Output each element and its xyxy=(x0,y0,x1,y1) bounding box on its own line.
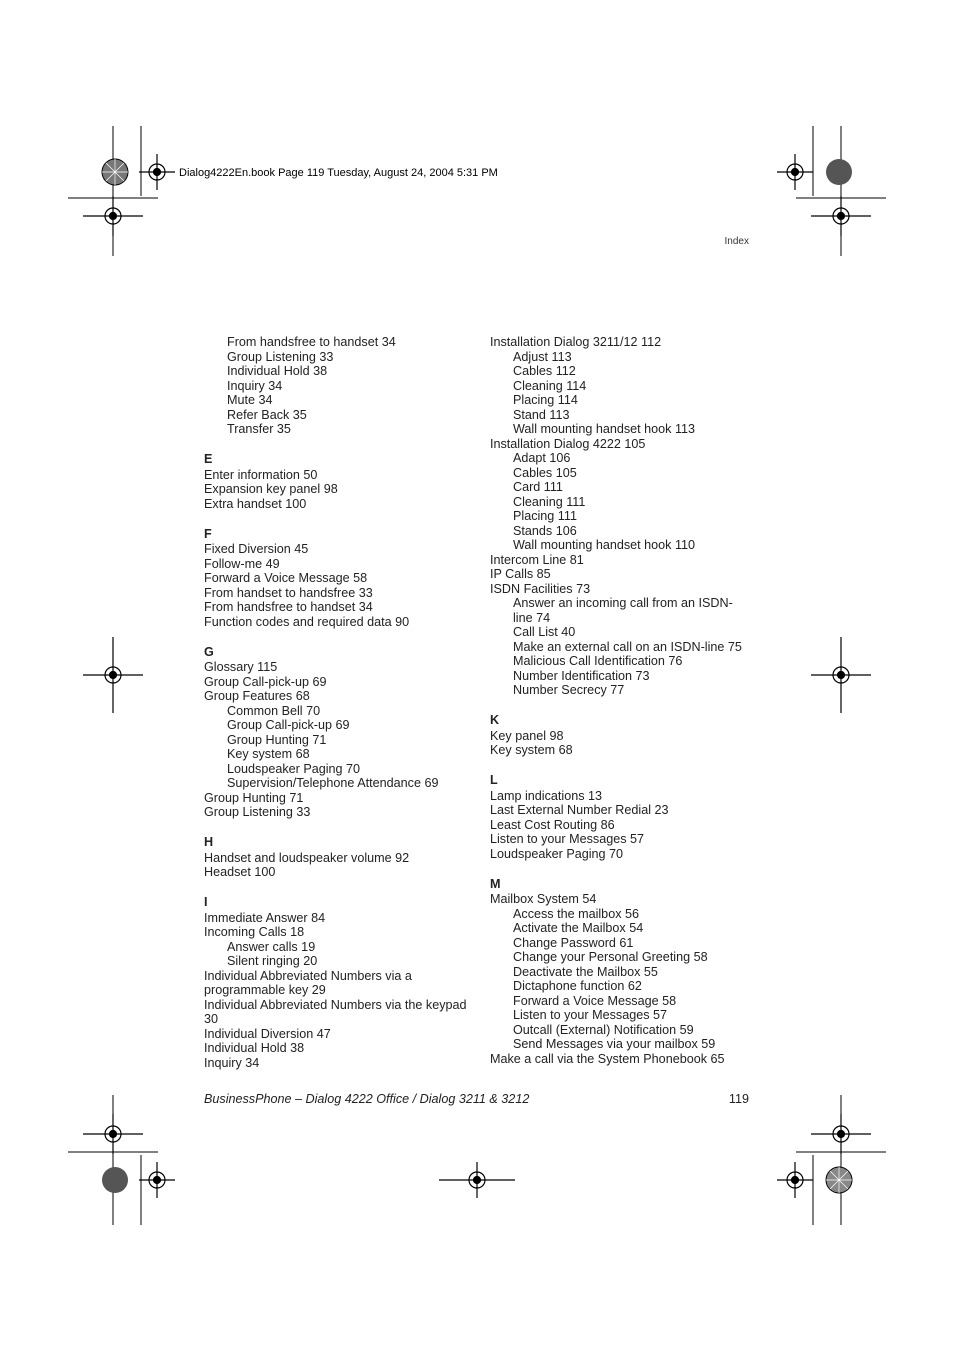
index-entry: Least Cost Routing 86 xyxy=(490,817,615,832)
index-letter-heading: I xyxy=(204,895,208,909)
index-subentry: Wall mounting handset hook 113 xyxy=(513,422,696,436)
index-letter-heading: M xyxy=(490,876,501,891)
index-subentry: Placing 114 xyxy=(513,393,578,407)
index-entry: Key system 68 xyxy=(490,743,573,757)
index-subentry: Cables 105 xyxy=(513,465,577,480)
index-entry: Group Features 68 xyxy=(204,689,310,703)
index-entry: Fixed Diversion 45 xyxy=(204,542,309,556)
index-entry: Enter information 50 xyxy=(204,467,318,482)
index-entry: Immediate Answer 84 xyxy=(204,910,326,925)
index-subentry: Deactivate the Mailbox 55 xyxy=(513,964,658,979)
index-entry: Function codes and required data 90 xyxy=(204,614,410,629)
index-subentry: Call List 40 xyxy=(513,625,576,639)
index-subentry: Dictaphone function 62 xyxy=(513,979,642,993)
index-subentry: Stand 113 xyxy=(513,407,570,422)
page-number: 119 xyxy=(728,1092,749,1106)
index-subentry: Access the mailbox 56 xyxy=(513,906,639,921)
index-subentry: Number Secrecy 77 xyxy=(513,683,625,697)
index-entry: Individual Diversion 47 xyxy=(204,1026,331,1041)
index-entry: Group Hunting 71 xyxy=(204,790,304,805)
print-info-header: Dialog4222En.book Page 119 Tuesday, August 24, 2004 5:31 PM xyxy=(179,167,498,179)
index-entry: Last External Number Redial 23 xyxy=(490,803,669,817)
index-entry: Handset and loudspeaker volume 92 xyxy=(204,850,410,865)
index-subentry: Group Listening 33 xyxy=(227,349,334,364)
index-subentry: Cleaning 114 xyxy=(513,378,587,393)
index-letter-heading: H xyxy=(204,835,214,849)
index-letter-heading: F xyxy=(204,526,212,541)
section-gap xyxy=(204,437,474,452)
index-subentry: Group Call-pick-up 69 xyxy=(227,718,350,732)
index-entry: Installation Dialog 4222 105 xyxy=(490,436,646,451)
index-subentry: Make an external call on an ISDN-line 75 xyxy=(513,639,742,654)
index-subentry: Placing 111 xyxy=(513,509,577,523)
index-entry: Follow-me 49 xyxy=(204,556,280,571)
index-subentry: Mute 34 xyxy=(227,393,273,407)
index-subentry: Adapt 106 xyxy=(513,451,571,465)
index-letter-heading: K xyxy=(490,713,500,727)
footer-title: BusinessPhone – Dialog 4222 Office / Dialog 3211 & 3212 xyxy=(204,1092,530,1106)
section-gap xyxy=(204,820,474,835)
index-subentry: Cables 112 xyxy=(513,364,576,378)
index-entry: Inquiry 34 xyxy=(204,1055,260,1070)
index-entry: Key panel 98 xyxy=(490,728,564,743)
section-gap xyxy=(204,511,474,526)
index-entry: Incoming Calls 18 xyxy=(204,925,305,939)
index-entry: Loudspeaker Paging 70 xyxy=(490,846,624,861)
index-entry: Glossary 115 xyxy=(204,660,278,674)
index-entry: From handsfree to handset 34 xyxy=(204,600,373,614)
index-subentry: Listen to your Messages 57 xyxy=(513,1008,668,1022)
index-entry: Extra handset 100 xyxy=(204,496,307,511)
index-entry: From handset to handsfree 33 xyxy=(204,585,373,600)
index-subentry: Silent ringing 20 xyxy=(227,954,318,968)
section-gap xyxy=(490,758,760,773)
section-gap xyxy=(490,861,760,876)
index-subentry: Adjust 113 xyxy=(513,349,572,364)
index-entry: IP Calls 85 xyxy=(490,567,551,581)
index-entry: Individual Hold 38 xyxy=(204,1041,305,1055)
index-entry: Lamp indications 13 xyxy=(490,788,603,803)
index-subentry: Card 111 xyxy=(513,480,563,494)
section-gap xyxy=(204,629,474,644)
index-entry: Intercom Line 81 xyxy=(490,552,584,567)
index-subentry: Refer Back 35 xyxy=(227,407,307,422)
index-subentry: Stands 106 xyxy=(513,523,577,538)
index-subentry: Supervision/Telephone Attendance 69 xyxy=(227,776,439,790)
index-entry: ISDN Facilities 73 xyxy=(490,581,591,596)
index-entry: Group Listening 33 xyxy=(204,805,311,819)
index-entry: Make a call via the System Phonebook 65 xyxy=(490,1051,725,1066)
index-entry: Individual Abbreviated Numbers via the keypad 30 xyxy=(204,997,467,1026)
index-letter-heading: L xyxy=(490,773,498,787)
index-subentry: Transfer 35 xyxy=(227,422,291,436)
section-gap xyxy=(204,880,474,895)
index-subentry: Wall mounting handset hook 110 xyxy=(513,538,696,552)
index-subentry: Group Hunting 71 xyxy=(227,732,327,747)
index-letter-heading: G xyxy=(204,644,214,659)
index-subentry: Malicious Call Identification 76 xyxy=(513,654,683,668)
index-subentry: Answer an incoming call from an ISDN-line 74 xyxy=(513,596,733,625)
index-letter-heading: E xyxy=(204,452,213,466)
index-subentry: Key system 68 xyxy=(227,747,310,761)
index-entry: Forward a Voice Message 58 xyxy=(204,571,368,585)
index-subentry: Answer calls 19 xyxy=(227,939,316,954)
index-subentry: Forward a Voice Message 58 xyxy=(513,993,677,1008)
index-entry: Headset 100 xyxy=(204,865,276,879)
index-subentry: Activate the Mailbox 54 xyxy=(513,921,644,935)
index-subentry: Cleaning 111 xyxy=(513,494,586,509)
index-subentry: From handsfree to handset 34 xyxy=(227,335,396,349)
index-entry: Mailbox System 54 xyxy=(490,892,597,906)
section-gap xyxy=(490,698,760,713)
index-column-right xyxy=(490,335,760,1066)
section-label: Index xyxy=(724,236,749,247)
index-subentry: Inquiry 34 xyxy=(227,378,283,393)
index-entry: Listen to your Messages 57 xyxy=(490,832,645,846)
index-subentry: Change your Personal Greeting 58 xyxy=(513,950,708,964)
index-subentry: Number Identification 73 xyxy=(513,668,650,683)
index-subentry: Outcall (External) Notification 59 xyxy=(513,1022,694,1037)
index-subentry: Loudspeaker Paging 70 xyxy=(227,761,361,776)
index-subentry: Send Messages via your mailbox 59 xyxy=(513,1037,716,1051)
index-entry: Group Call-pick-up 69 xyxy=(204,674,327,689)
index-entry: Individual Abbreviated Numbers via a programmable key 29 xyxy=(204,968,412,997)
index-entry: Installation Dialog 3211/12 112 xyxy=(490,335,662,349)
index-entry: Expansion key panel 98 xyxy=(204,482,338,496)
index-column-left xyxy=(204,335,474,1070)
index-subentry: Individual Hold 38 xyxy=(227,364,328,378)
index-subentry: Common Bell 70 xyxy=(227,703,321,718)
index-subentry: Change Password 61 xyxy=(513,935,634,950)
